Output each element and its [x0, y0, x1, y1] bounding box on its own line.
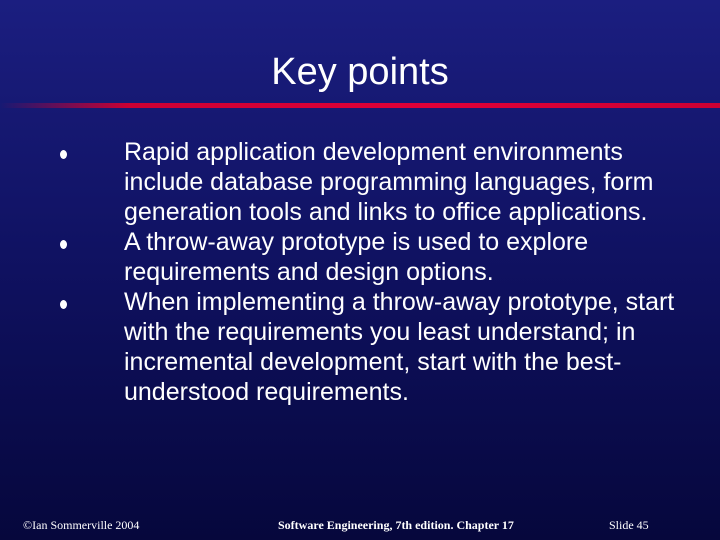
- bullet-list: [60, 137, 700, 407]
- bullet-text: When implementing a throw-away prototype, start with the requirements you least understand; in incremental development, start with the best-understood requirements.: [124, 288, 675, 406]
- bullet-item: [60, 227, 700, 287]
- title-underline: [0, 103, 720, 108]
- bullet-text: Rapid application development environments include database programming languages, form generation tools and links to office applications.: [124, 138, 654, 226]
- footer-copyright: ©Ian Sommerville 2004: [23, 518, 140, 532]
- bullet-dot-icon: [60, 300, 67, 309]
- bullet-text: A throw-away prototype is used to explore requirements and design options.: [124, 228, 589, 286]
- bullet-item: [60, 287, 700, 407]
- bullet-dot-icon: [60, 240, 67, 249]
- footer-slide-number: Slide 45: [609, 518, 649, 532]
- footer-book-title: Software Engineering, 7th edition. Chapter 17: [278, 518, 514, 532]
- slide-title: Key points: [271, 51, 449, 93]
- bullet-item: [60, 137, 700, 227]
- bullet-dot-icon: [60, 150, 67, 159]
